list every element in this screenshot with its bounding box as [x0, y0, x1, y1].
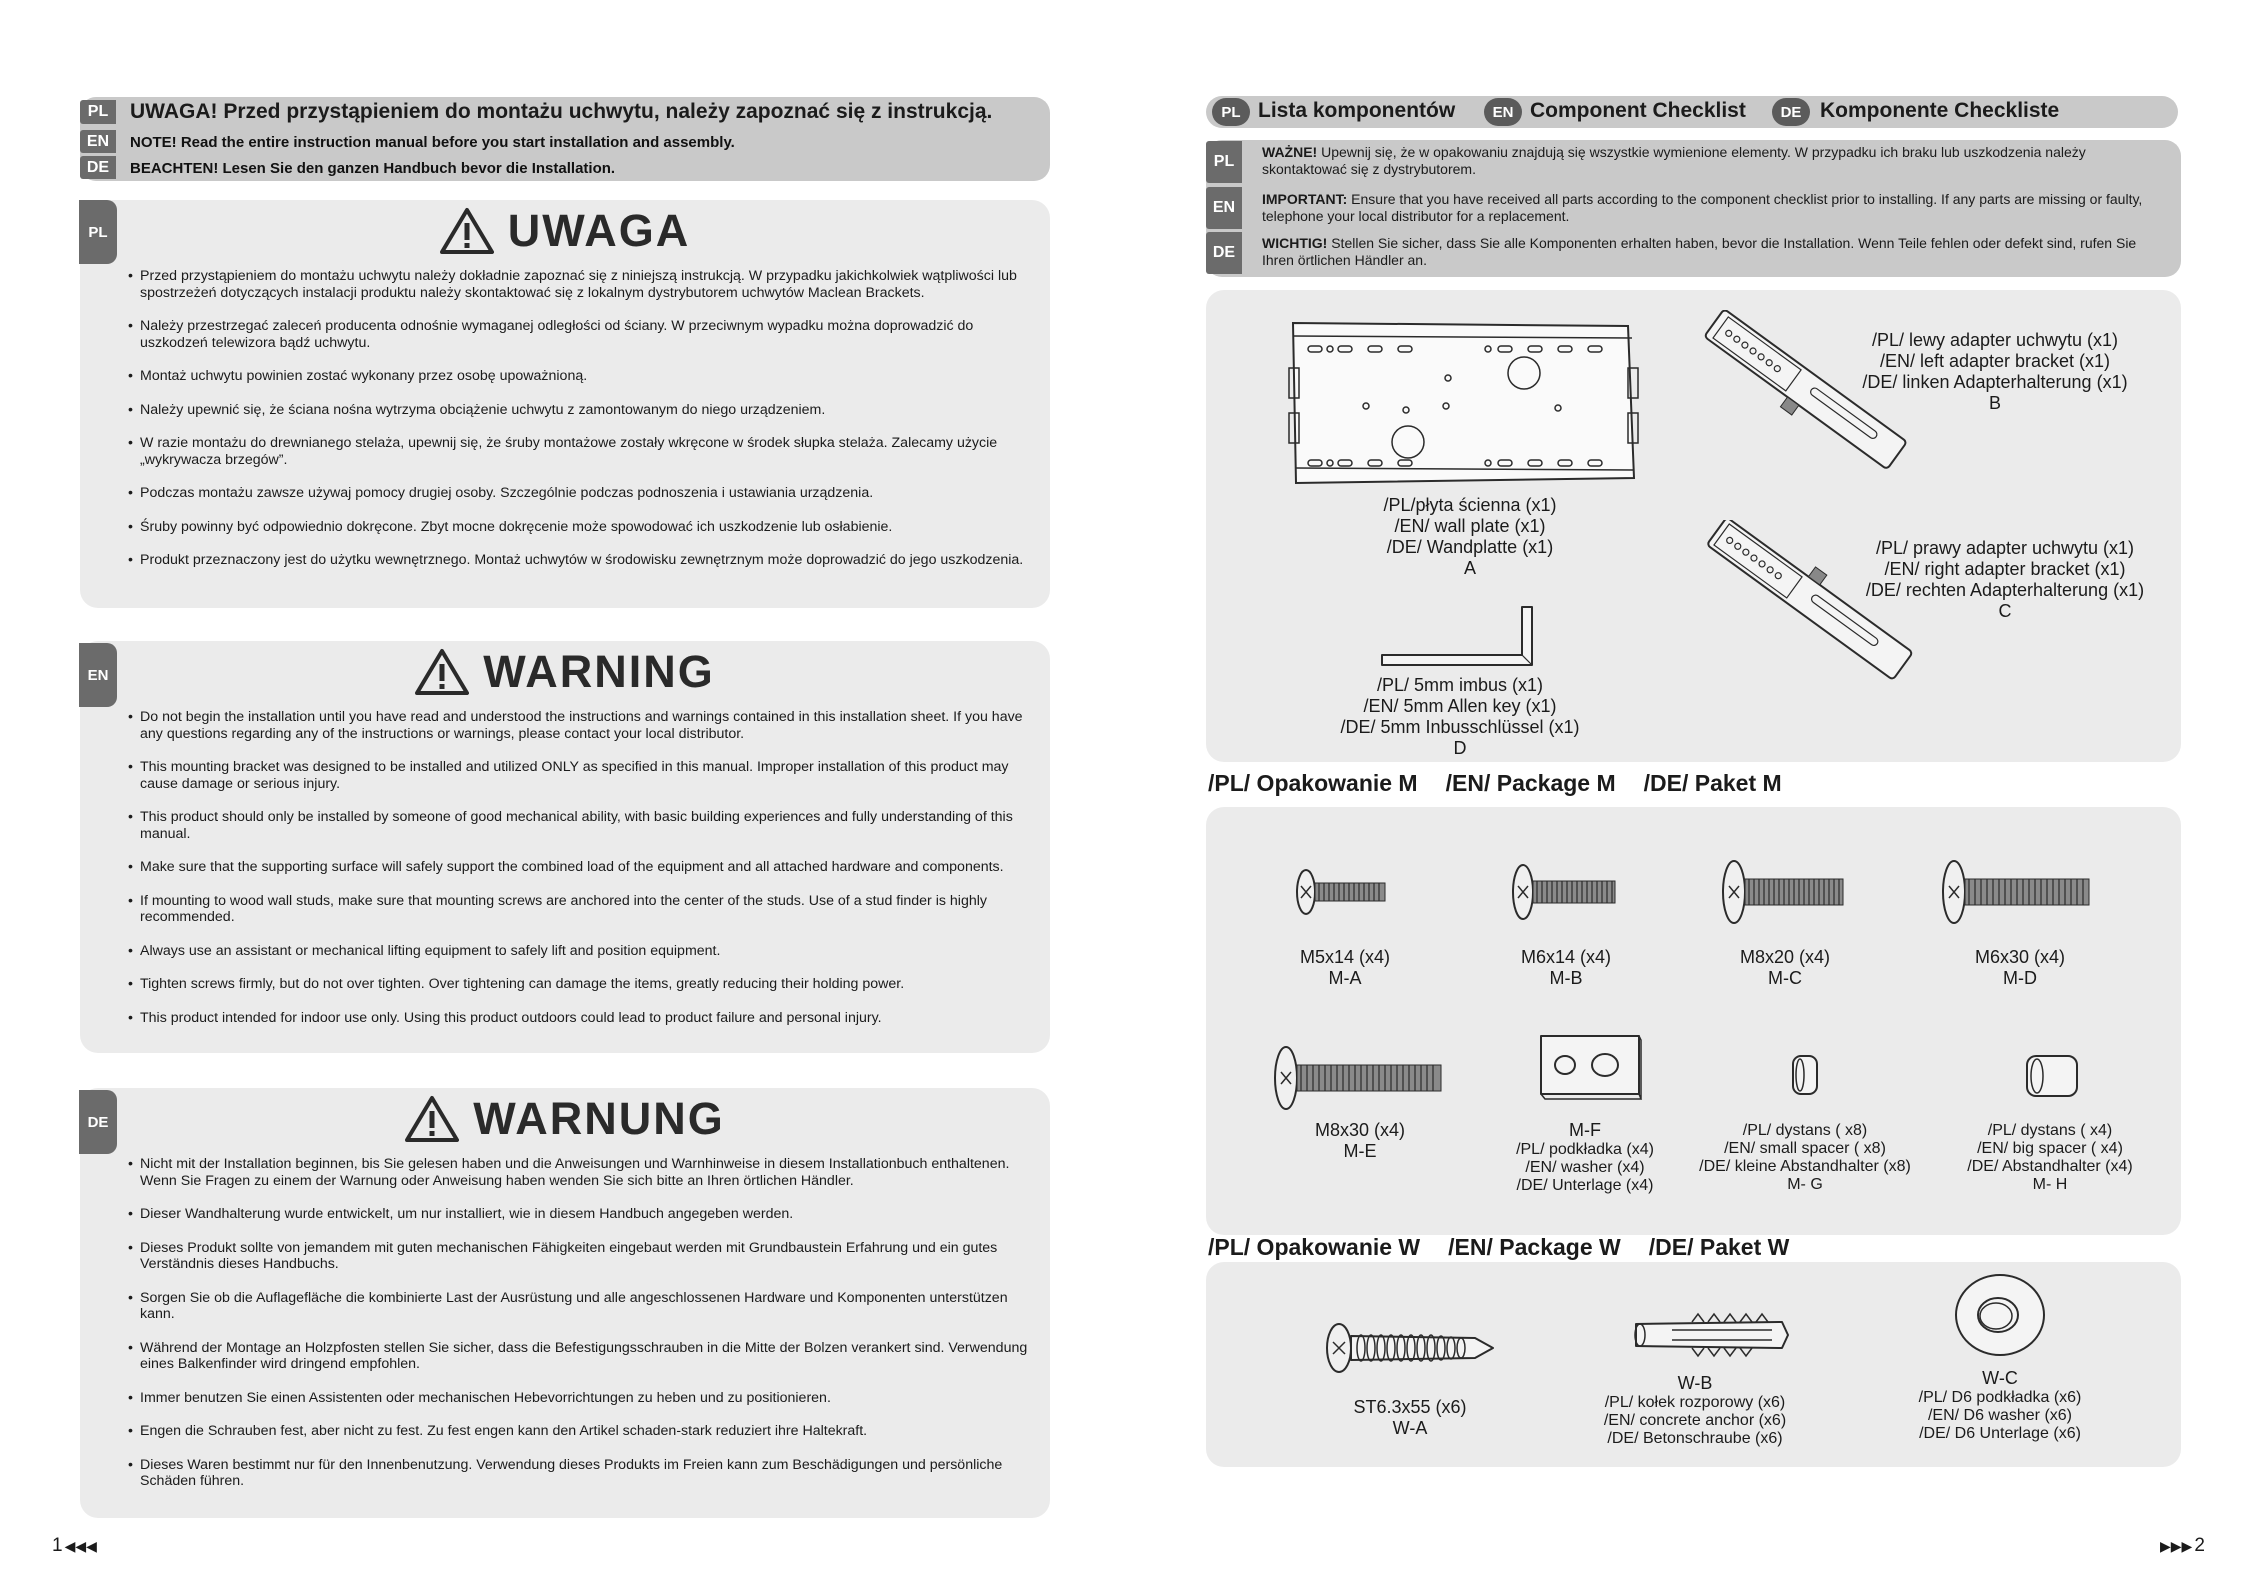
lang-tag-en: EN [1206, 187, 1242, 229]
page-number-left: 1 ◀◀◀ [52, 1535, 97, 1556]
list-item: • Montaż uchwytu powinien zostać wykonany przez osobę upoważnioną. [128, 368, 1033, 385]
arrows-left-icon: ◀◀◀ [64, 1538, 97, 1554]
screw-m-e-caption: M8x30 (x4) M-E [1314, 1120, 1406, 1161]
list-item: • W razie montażu do drewnianego stelaża, upewnij się, że śruby montażowe zostały wkręcone w środek słupka stelaża. Zalecamy użycie „wykrywacza brzegów”. [128, 435, 1033, 468]
list-item: • Dieses Produkt sollte von jemandem mit guten mechanischen Fähigkeiten eingebaut werden mit Grundbaustein Erfahrung und ein gutes Verständnis dieses Handbuchs. [128, 1240, 1043, 1273]
warning-triangle-icon [415, 648, 469, 696]
list-item: • Während der Montage an Holzpfosten stellen Sie sicher, dass die Befestigungsschrauben in die Mitte der Bolzen verankert sind. Verwendung eines Balkenfinder wird dringend empfohlen. [128, 1340, 1043, 1373]
lang-tag-de: DE [1772, 98, 1810, 126]
important-pl: WAŻNE! Upewnij się, że w opakowaniu znajdują się wszystkie wymienione elementy. W przypadku ich braku lub uszkodzenia należy skontaktować się z dystrybutorem. [1262, 144, 2086, 177]
washer-w-c-image [1952, 1272, 2048, 1358]
list-item: • Do not begin the installation until you have read and understood the instructions and warnings contained in this installation sheet. If you have any questions regarding any of the instructions or warnings, please contact your local distributor. [128, 709, 1040, 742]
wood-screw-w-a-image [1325, 1320, 1495, 1376]
list-item: • Należy przestrzegać zaleceń producenta odnośnie wymaganej odległości od ściany. W przeciwnym wypadku można doprowadzić do uszkodzeń telewizora bądź uchwytu. [128, 318, 1033, 351]
notice-en: NOTE! Read the entire instruction manual before you start installation and assembly. [130, 134, 735, 151]
washer-w-c-caption: W-C /PL/ D6 podkładka (x6) /EN/ D6 washer (x6) /DE/ D6 Unterlage (x6) [1918, 1368, 2082, 1442]
list-item: • Dieses Waren bestimmt nur für den Innenbenutzung. Verwendung dieses Produkts im Freien kann zum Beschädigungen und persönliche Schäden führen. [128, 1457, 1043, 1490]
screw-m-d-image [1942, 858, 2094, 926]
arrows-right-icon: ▶▶▶ [2160, 1538, 2193, 1554]
lang-tag-en: EN [79, 643, 117, 707]
warning-box-en [80, 641, 1050, 1053]
big-spacer-m-h-caption: /PL/ dystans ( x4) /EN/ big spacer ( x4) /DE/ Abstandhalter (x4) M- H [1967, 1122, 2133, 1193]
screw-m-a-image [1296, 866, 1391, 918]
allen-key-image [1380, 603, 1535, 669]
wall-plate-image [1288, 318, 1640, 493]
lang-tag-pl: PL [80, 100, 116, 124]
screw-m-d-caption: M6x30 (x4) M-D [1974, 947, 2066, 988]
lang-tag-de: DE [80, 156, 116, 179]
warning-title: WARNING [483, 646, 715, 697]
screw-m-a-caption: M5x14 (x4) M-A [1299, 947, 1391, 988]
component-caption-a: /PL/płyta ścienna (x1) /EN/ wall plate (x1) /DE/ Wandplatte (x1) A [1383, 495, 1557, 578]
list-item: • Sorgen Sie ob die Auflagefläche die kombinierte Last der Ausrüstung und alle angeschlossenen Hardware und Komponenten unterstützen kann. [128, 1290, 1043, 1323]
package-w-title: /PL/ Opakowanie W /EN/ Package W /DE/ Paket W [1208, 1234, 1790, 1260]
concrete-anchor-w-b-caption: W-B /PL/ kołek rozporowy (x6) /EN/ concrete anchor (x6) /DE/ Betonschraube (x6) [1603, 1373, 1787, 1447]
warning-triangle-icon [405, 1095, 459, 1143]
list-item: • Przed przystąpieniem do montażu uchwytu należy dokładnie zapoznać się z niniejszą instrukcją. W przypadku jakichkolwiek wątpliwości lub spostrzeżeń dotyczących instalacji produktu należy skontaktować się z lokalnym dystrybutorem uchwytów Maclean Brackets. [128, 268, 1033, 301]
warning-list-en [128, 709, 1040, 1043]
warning-heading-de [80, 1088, 1050, 1150]
list-item: • Podczas montażu zawsze używaj pomocy drugiej osoby. Szczególnie podczas podnoszenia i ustawiania urządzenia. [128, 485, 1033, 502]
warning-box-de [80, 1088, 1050, 1518]
component-caption-b: /PL/ lewy adapter uchwytu (x1) /EN/ left adapter bracket (x1) /DE/ linken Adapterhalterung (x1) B [1862, 330, 2128, 413]
list-item: • Make sure that the supporting surface will safely support the combined load of the equipment and all attached hardware and components. [128, 859, 1040, 876]
warning-list-de [128, 1156, 1043, 1507]
package-m-title: /PL/ Opakowanie M /EN/ Package M /DE/ Paket M [1208, 770, 1782, 796]
screw-m-b-image [1512, 862, 1620, 922]
lang-tag-pl: PL [79, 200, 117, 264]
lang-tag-de: DE [1206, 232, 1242, 274]
list-item: • This product should only be installed by someone of good mechanical ability, with basic building experiences and fully understanding of this manual. [128, 809, 1040, 842]
important-de: WICHTIG! Stellen Sie sicher, dass Sie alle Komponenten erhalten haben, bevor die Installation. Wenn Teile fehlen oder defekt sind, rufen Sie Ihren örtlichen Händler an. [1262, 235, 2137, 268]
screw-m-c-image [1722, 858, 1847, 926]
component-caption-d: /PL/ 5mm imbus (x1) /EN/ 5mm Allen key (x1) /DE/ 5mm Inbusschlüssel (x1) D [1340, 675, 1580, 758]
page-number-right: ▶▶▶ 2 [2160, 1535, 2205, 1556]
list-item: • Dieser Wandhalterung wurde entwickelt, um nur installiert, wie in diesem Handbuch angegeben werden. [128, 1206, 1043, 1223]
warning-heading-pl [80, 200, 1050, 262]
lang-tag-en: EN [1484, 98, 1522, 126]
concrete-anchor-w-b-image [1632, 1310, 1792, 1360]
washer-m-f-image [1535, 1030, 1645, 1102]
list-item: • This mounting bracket was designed to be installed and utilized ONLY as specified in this manual. Improper installation of this product may cause damage or serious injury. [128, 759, 1040, 792]
notice-de: BEACHTEN! Lesen Sie den ganzen Handbuch bevor die Installation. [130, 160, 616, 177]
checklist-label-pl: Lista komponentów [1258, 99, 1456, 122]
list-item: • Śruby powinny być odpowiednio dokręcone. Zbyt mocne dokręcenie może spowodować ich uszkodzenie lub osłabienie. [128, 519, 1033, 536]
warning-list-pl [128, 268, 1033, 586]
screw-m-b-caption: M6x14 (x4) M-B [1520, 947, 1612, 988]
small-spacer-m-g-caption: /PL/ dystans ( x8) /EN/ small spacer ( x8) /DE/ kleine Abstandhalter (x8) M- G [1699, 1122, 1911, 1193]
list-item: • Należy upewnić się, że ściana nośna wytrzyma obciążenie uchwytu z zamontowanym do niego urządzeniem. [128, 402, 1033, 419]
screw-m-c-caption: M8x20 (x4) M-C [1739, 947, 1831, 988]
list-item: • This product intended for indoor use only. Using this product outdoors could lead to product failure and personal injury. [128, 1010, 1040, 1027]
notice-pl: UWAGA! Przed przystąpieniem do montażu uchwytu, należy zapoznać się z instrukcją. [130, 100, 993, 123]
list-item: • Engen die Schrauben fest, aber nicht zu fest. Zu fest engen kann den Artikel schaden-stark reduziert ihre Haltekraft. [128, 1423, 1043, 1440]
warning-title: UWAGA [507, 205, 691, 256]
warning-triangle-icon [440, 207, 494, 255]
wood-screw-w-a-caption: ST6.3x55 (x6) W-A [1353, 1397, 1467, 1438]
small-spacer-m-g-image [1790, 1052, 1820, 1098]
list-item: • If mounting to wood wall studs, make sure that mounting screws are anchored into the center of the studs. Use of a stud finder is highly recommended. [128, 893, 1040, 926]
checklist-label-en: Component Checklist [1530, 99, 1746, 122]
big-spacer-m-h-image [2024, 1052, 2080, 1100]
component-caption-c: /PL/ prawy adapter uchwytu (x1) /EN/ right adapter bracket (x1) /DE/ rechten Adapterhalterung (x1) C [1865, 538, 2145, 621]
lang-tag-pl: PL [1206, 141, 1242, 183]
important-en: IMPORTANT: Ensure that you have received all parts according to the component checklist prior to installing. If any parts are missing or faulty, telephone your local distributor for a replacement. [1262, 191, 2143, 224]
checklist-label-de: Komponente Checkliste [1820, 99, 2060, 122]
lang-tag-pl: PL [1212, 98, 1250, 126]
list-item: • Tighten screws firmly, but do not over tighten. Over tightening can damage the items, greatly reducing their holding power. [128, 976, 1040, 993]
list-item: • Nicht mit der Installation beginnen, bis Sie gelesen haben und die Anweisungen und Warnhinweise in diesem Installationbuch enthaltenen. Wenn Sie Fragen zu einem der Warnung oder Anweisung haben wenden Sie sich bitte an Ihren örtlichen Händler. [128, 1156, 1043, 1189]
warning-heading-en [80, 641, 1050, 703]
list-item: • Produkt przeznaczony jest do użytku wewnętrznego. Montaż uchwytów w środowisku zewnętrznym może doprowadzić do jego uszkodzenia. [128, 552, 1033, 569]
screw-m-e-image [1274, 1044, 1446, 1112]
lang-tag-de: DE [79, 1090, 117, 1154]
washer-m-f-caption: M-F /PL/ podkładka (x4) /EN/ washer (x4) /DE/ Unterlage (x4) [1516, 1120, 1654, 1194]
warning-box-pl [80, 200, 1050, 608]
warning-title: WARNUNG [473, 1093, 725, 1144]
lang-tag-en: EN [80, 130, 116, 153]
list-item: • Always use an assistant or mechanical lifting equipment to safely lift and position equipment. [128, 943, 1040, 960]
list-item: • Immer benutzen Sie einen Assistenten oder mechanischen Hebevorrichtungen zu heben und zu positionieren. [128, 1390, 1043, 1407]
